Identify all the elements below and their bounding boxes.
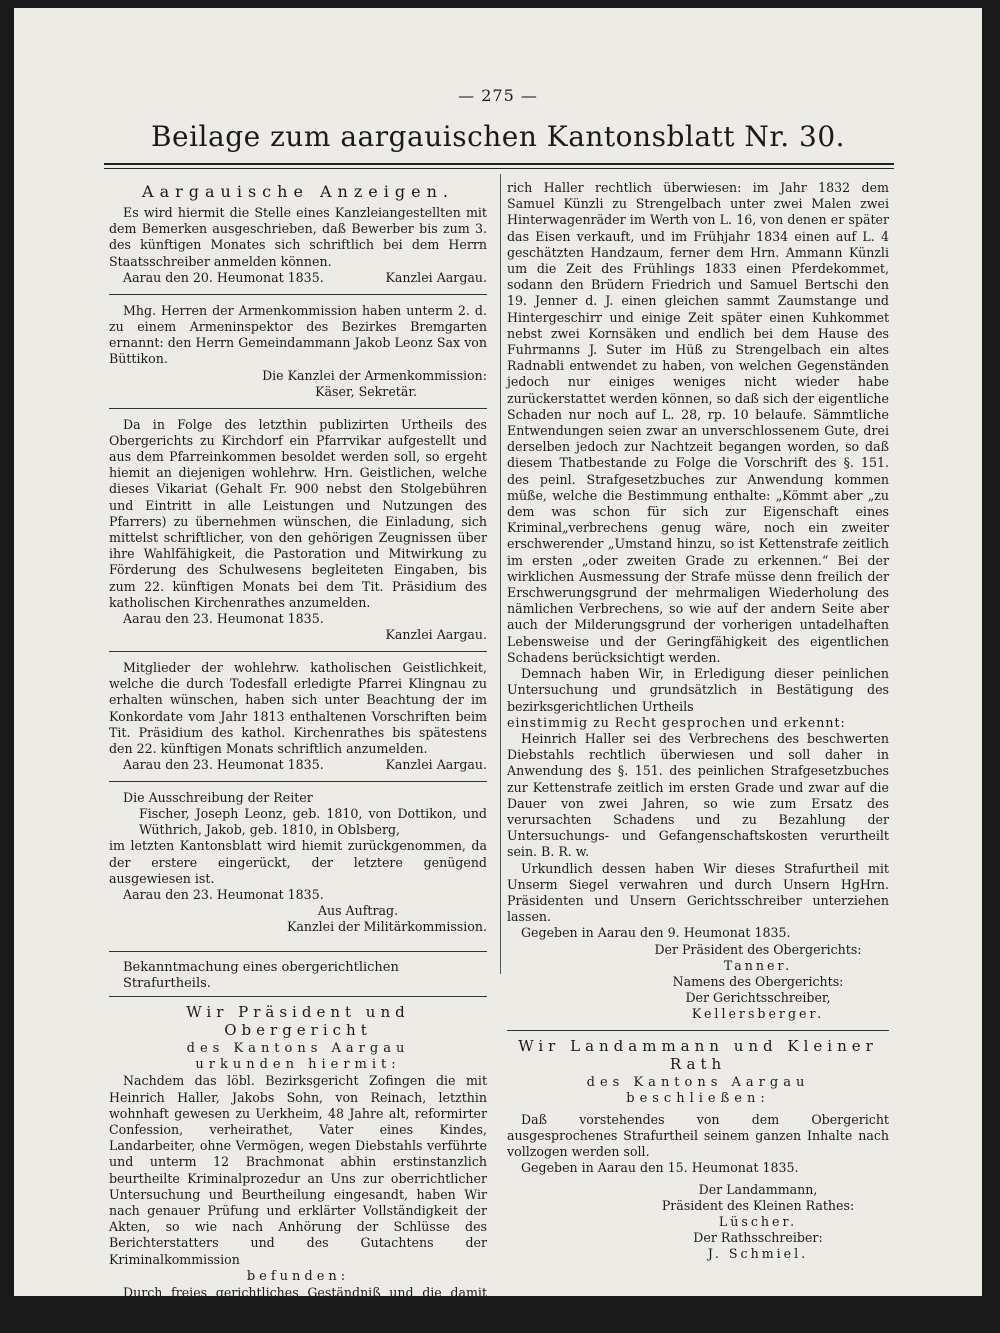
council-beschliessen: beschließen: xyxy=(626,1090,770,1106)
court-president-title: Der Präsident des Obergerichts: xyxy=(654,941,862,957)
newspaper-page xyxy=(14,8,982,1333)
notice-separator xyxy=(109,651,487,652)
verdict-urkundlich: Urkundlich dessen haben Wir dieses Strafurtheil mit Unserm Siegel verwahren und durch Unsern HgHrn. Präsidenten und Unsern Gerichtsschreiber unterziehen lassen. xyxy=(507,860,889,925)
column-divider xyxy=(500,174,501,974)
verdict-notice xyxy=(109,960,487,1333)
court-clerk-name: Kellersberger. xyxy=(691,1005,825,1021)
notice-date: Aarau den 23. Heumonat 1835. xyxy=(123,887,324,903)
verdict-findings: Durch freies gerichtliches Geständniß und die damit übereinstimmenden prozedürlich erhobenen Thatumstände sei Hein- xyxy=(109,1284,487,1333)
council-landammann-name: Lüscher. xyxy=(718,1214,798,1230)
right-column xyxy=(507,180,889,1262)
verdict-given: Gegeben in Aarau den 9. Heumonat 1835. xyxy=(521,925,791,941)
verdict-heading-rule xyxy=(109,996,487,997)
notice-separator xyxy=(109,781,487,782)
council-secretary-title: Der Rathsschreiber: xyxy=(693,1230,823,1246)
supplement-title: Beilage zum aargauischen Kantonsblatt Nr. 30. xyxy=(150,120,846,153)
verdict-demnach: Demnach haben Wir, in Erledigung dieser peinlichen Untersuchung und grundsätzlich in Bestätigung des bezirksgerichtlichen Urtheils xyxy=(507,666,889,714)
left-column xyxy=(109,180,487,1333)
notice-signature: Kanzlei Aargau. xyxy=(385,627,487,643)
section-heading: Aargauische Anzeigen. xyxy=(142,182,454,201)
court-president-name: Tanner. xyxy=(723,957,793,973)
notice-intro: Die Ausschreibung der Reiter xyxy=(123,790,313,806)
court-clerk-title: Namens des Obergerichts: xyxy=(672,973,844,989)
notice-text: Es wird hiermit die Stelle eines Kanzleiangestellten mit dem Bemerken ausgeschrieben, daß Bewerber bis zum 3. des künftigen Monates sich schriftlich bei dem Herrn Staatsschreiber anmelden können. xyxy=(109,205,487,269)
notice-date: Aarau den 23. Heumonat 1835. xyxy=(123,757,324,773)
notice-text: Mitglieder der wohlehrw. katholischen Geistlichkeit, welche die durch Todesfall erledigte Pfarrei Klingnau zu erhalten wünschen, haben sich unter Beachtung der im Konkordate vom Jahr 1813 enthaltenen Vorschriften beim Tit. Präsidium des kathol. Kirchenrathes bis spätestens den 22. künftigen Monats schriftlich anzumelden. xyxy=(109,660,487,757)
notice-footer xyxy=(109,757,487,773)
council-landammann-title: Der Landammann, xyxy=(698,1182,818,1198)
council-separator xyxy=(507,1030,889,1031)
verdict-sentence: Heinrich Haller sei des Verbrechens des beschwerten Diebstahls rechtlich überwiesen und soll daher in Anwendung des §. 151. des peinlichen Strafgesetzbuches zur Kettenstrafe zeitlich im ersten Grade und zwar auf die Dauer von zwei Jahren, so wie zum Ersatz des verursachten Schadens und zu Bezahlung der Untersuchungs- und Gefangenschaftskosten verurtheilt sein. B. R. w. xyxy=(507,730,889,860)
notice-text: im letzten Kantonsblatt wird hiemit zurückgenommen, da der erstere eingerückt, der letztere genügend ausgewiesen ist. xyxy=(109,838,487,886)
council-heading: Wir Landammann und Kleiner Rath xyxy=(518,1036,878,1073)
court-heading: Wir Präsident und Obergericht xyxy=(186,1003,410,1040)
notice-signature: Die Kanzlei der Armenkommission: xyxy=(262,367,487,383)
notice-date: Aarau den 23. Heumonat 1835. xyxy=(123,611,324,627)
notice-separator xyxy=(109,951,487,952)
befunden-heading: befunden: xyxy=(246,1268,350,1284)
notice-date: Aarau den 20. Heumonat 1835. xyxy=(123,269,324,285)
court-canton: des Kantons Aargau xyxy=(186,1041,410,1057)
notice-parish-klingnau xyxy=(109,660,487,773)
verdict-body: Nachdem das löbl. Bezirksgericht Zofingen die mit Heinrich Haller, Jakobs Sohn, von Reinach, letzthin wohnhaft gewesen zu Uerkheim, 48 Jahre alt, reformirter Confession, verheirathet, Vater eines Kindes, Landarbeiter, ohne Vermögen, wegen Diebstahls verführte und unterm 12 Brachmonat abhin erstinstanzlich beurtheilte Kriminalprozedur an Uns zur oberrichtlicher Untersuchung und Beurtheilung eingesandt, haben Wir nach genauer Prüfung und erklärter Vollständigkeit der Akten, so wie nach Anhörung der Schlüsse des Berichterstatters und des Gutachtens der Kriminalkommission xyxy=(109,1073,487,1267)
verdict-continuation: rich Haller rechtlich überwiesen: im Jahr 1832 dem Samuel Künzli zu Strengelbach unter zwei Malen zwei Hinterwagenräder im Werth von L. 16, von denen er später das Eisen verkauft, und im Frühjahr 1834 einen auf L. 4 geschätzten Handzaum, ferner dem Hrn. Ammann Künzli um die Zeit des Frühlings 1833 einen Pferdekommet, sodann den Brüdern Friedrich und Samuel Bertschi den 19. Jenner d. J. einen gleichen sammt Zaumstange und Hintergeschirr und einige Zeit später einen Kuhkommet nebst zwei Kornsäken und endlich bei dem Hause des Fuhrmanns J. Suter im Hüß zu Strengelbach ein altes Radnabli entwendet zu haben, von welchen Gegenständen jedoch nur einiges weniges nicht wieder habe zurückerstattet werden können, so daß sich der eigentliche Schaden nur noch auf L. 28, rp. 10 belaufe. Sämmtliche Entwendungen seien zwar an unverschlossenem Gute, drei derselben jedoch zur Nachtzeit begangen worden, so daß diesem Thatbestande zu Folge die Vorschrift des §. 151. des peinl. Strafgesetzbuches zur Anwendung kommen müße, welche die Bestimmung enthalte: „Kömmt aber „zu dem was schon für sich zur Eigenschaft eines Kriminal„verbrechens genug wäre, noch ein zweiter erschwerender „Umstand hinzu, so ist Kettenstrafe zeitlich im ersten „oder zweiten Grade zu erkennen.“ Bei der wirklichen Ausmessung der Strafe müsse denn freilich der Erschwerungsgrund der mehrmaligen Wiederholung des nämlichen Verbrechens, so wie auf der andern Seite aber auch der Milderungsgrund der vorherigen untadelhaften Lebensweise und der Geringfähigkeit des eigentlichen Schadens berücksichtigt werden. xyxy=(507,180,889,665)
notice-text: Da in Folge des letzthin publizirten Urtheils des Obergerichts zu Kirchdorf ein Pfarrvikar aufgestellt und aus dem Pfarreinkommen besoldet werden soll, so ergeht hiemit an diejenigen wohlehrw. Hrn. Geistlichen, welche dieses Vikariat (Gehalt Fr. 900 nebst den Stolgebühren und Eintritt in alle Leistungen und Nutzungen des Pfarrers) zu übernehmen wünschen, die Einladung, sich mittelst schriftlicher, von den gehörigen Zeugnissen über ihre Wahlfähigkeit, die Pastoration und Mitwirkung zu Förderung des Schulwesens begleiteten Eingaben, bis zum 22. künftigen Monats bei dem Tit. Präsidium des katholischen Kirchenrathes anzumelden. xyxy=(109,416,487,610)
court-clerk-role: Der Gerichtsschreiber, xyxy=(685,989,831,1005)
notice-text: Mhg. Herren der Armenkommission haben unterm 2. d. zu einem Armeninspektor des Bezirkes Bremgarten ernannt: den Herrn Gemeindammann Jakob Leonz Sax von Büttikon. xyxy=(109,302,487,367)
council-secretary-name: J. Schmiel. xyxy=(707,1246,809,1262)
council-canton: des Kantons Aargau xyxy=(586,1074,810,1090)
verdict-einstimmig: einstimmig zu Recht gesprochen und erkennt: xyxy=(507,714,846,730)
verdict-heading: Bekanntmachung eines obergerichtlichen Strafurtheils. xyxy=(123,960,399,992)
notice-poor-inspector xyxy=(109,303,487,400)
council-text: Daß vorstehendes von dem Obergericht ausgesprochenes Strafurtheil seinem ganzen Inhalte nach vollzogen werden soll. xyxy=(507,1111,889,1159)
notice-footer xyxy=(109,270,487,286)
notice-separator xyxy=(109,408,487,409)
notice-separator xyxy=(109,294,487,295)
header-rule-thin xyxy=(104,168,894,169)
notice-clerk-position xyxy=(109,205,487,286)
notice-signature-name: Käser, Sekretär. xyxy=(315,383,417,399)
notice-vicar xyxy=(109,417,487,643)
council-president-role: Präsident des Kleinen Rathes: xyxy=(661,1198,855,1214)
notice-signature-office: Kanzlei der Militärkommission. xyxy=(286,919,487,935)
page-number: — 275 — xyxy=(458,86,538,105)
notice-signature: Kanzlei Aargau. xyxy=(385,269,487,285)
council-given: Gegeben in Aarau den 15. Heumonat 1835. xyxy=(521,1160,799,1176)
court-urkunden: urkunden hiermit: xyxy=(195,1057,401,1073)
header-rule-thick xyxy=(104,163,894,165)
notice-date-row xyxy=(109,611,487,627)
notice-names: Fischer, Joseph Leonz, geb. 1810, von Dottikon, und Wüthrich, Jakob, geb. 1810, in Oblsberg, xyxy=(139,806,487,838)
notice-signature: Aus Auftrag. xyxy=(317,903,399,919)
notice-riders-withdrawal xyxy=(109,790,487,935)
notice-signature: Kanzlei Aargau. xyxy=(385,757,487,773)
